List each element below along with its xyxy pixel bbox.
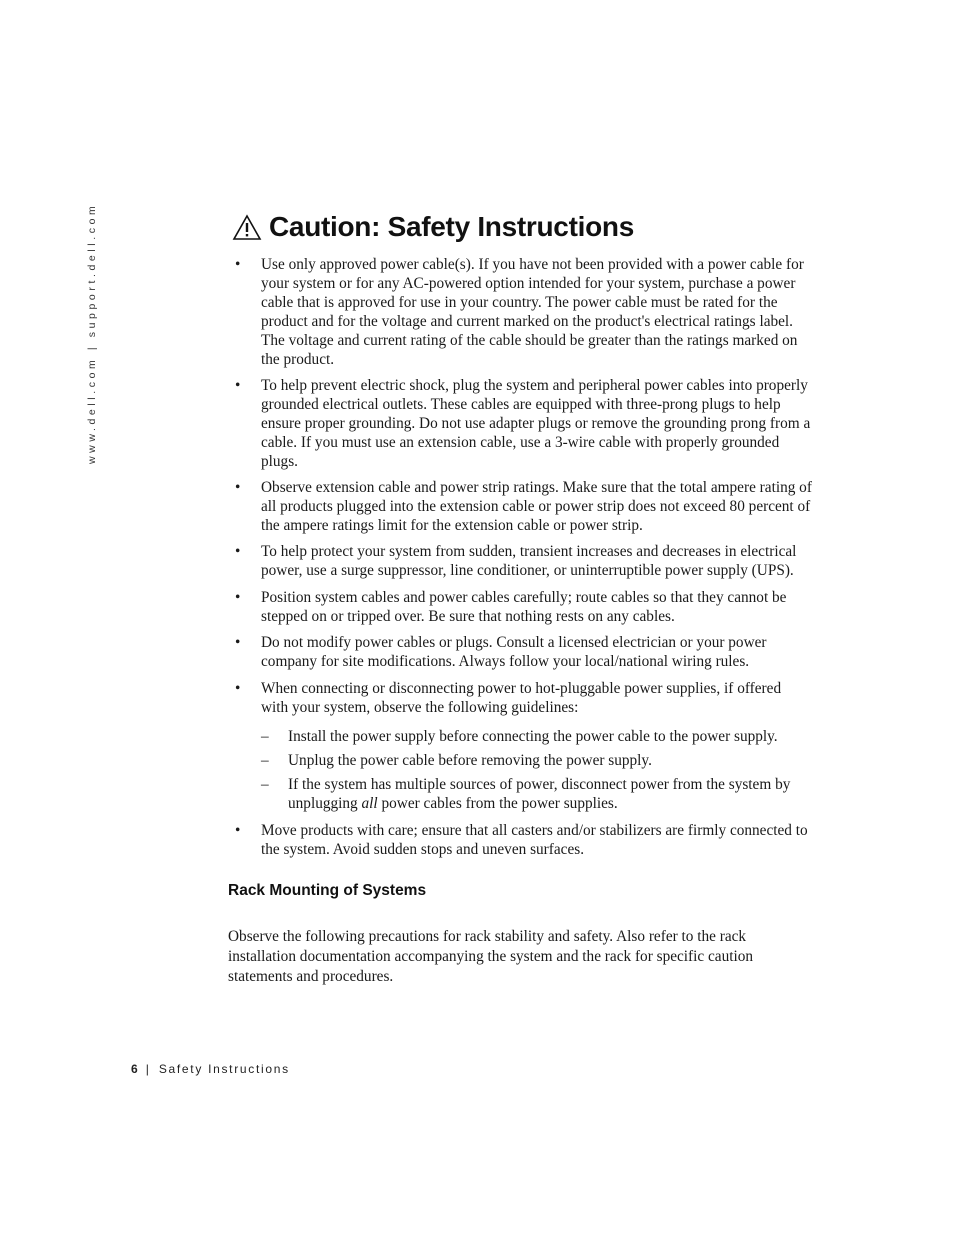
- page-footer: [131, 1062, 290, 1076]
- warning-triangle-icon: [232, 214, 262, 241]
- bullet-item: [232, 543, 812, 581]
- bullet-marker: •: [235, 256, 241, 273]
- sub-item-text-after: power cables from the power supplies.: [377, 795, 618, 813]
- bullet-marker: •: [235, 588, 241, 606]
- bullet-text: To help protect your system from sudden, transient increases and decreases in electrical power, use a surge suppressor, line conditioner, or uninterruptible power supply (UPS).: [261, 543, 797, 580]
- bullet-text: Do not modify power cables or plugs. Consult a licensed electrician or your power company for site modifications. Always follow your local/national wiring rules.: [261, 634, 767, 671]
- sub-item: [261, 728, 812, 747]
- bullet-item: [232, 479, 812, 536]
- bullet-text: Position system cables and power cables carefully; route cables so that they cannot be stepped on or tripped over. Be sure that nothing rests on any cables.: [261, 588, 787, 625]
- sub-item-text-before: If the system has multiple sources of power, disconnect power from the system by unplugging: [288, 776, 791, 813]
- page-number: 6: [131, 1062, 138, 1076]
- sub-item-text: Unplug the power cable before removing the power supply.: [288, 751, 652, 769]
- section-heading: Rack Mounting of Systems: [228, 882, 427, 899]
- caution-bullet-list: [232, 256, 812, 867]
- bullet-marker: •: [235, 821, 241, 839]
- bullet-text: Use only approved power cable(s). If you have not been provided with a power cable for your system or for any AC-powered option intended for your system, purchase a power cable that is approved for use in your country. The power cable must be rated for the product and for the voltage and current marked on the product's electrical ratings label. The voltage and current rating of the cable should be greater than the ratings marked on the product.: [261, 256, 804, 368]
- bullet-text: Observe extension cable and power strip ratings. Make sure that the total ampere rating of all products plugged into the extension cable or power strip does not exceed 80 percent of the ampere ratings limit for the extension cable or power strip.: [261, 479, 812, 534]
- footer-section-title: Safety Instructions: [158, 1062, 290, 1076]
- bullet-text: Move products with care; ensure that all casters and/or stabilizers are firmly connected to the system. Avoid sudden stops and uneven surfaces.: [261, 821, 808, 858]
- bullet-marker: •: [235, 634, 241, 652]
- bullet-marker: •: [235, 377, 241, 395]
- sub-item: [261, 752, 812, 771]
- sub-item: [261, 776, 812, 814]
- dash-marker: –: [261, 776, 269, 794]
- emphasis-all: all: [361, 795, 378, 813]
- bullet-marker: •: [235, 543, 241, 561]
- dash-marker: –: [261, 727, 269, 745]
- section-paragraph: Observe the following precautions for rack stability and safety. Also refer to the rack installation documentation accompanying the system and the rack for specific caution statements and procedures.: [228, 928, 754, 985]
- dash-marker: –: [261, 751, 269, 769]
- bullet-text: To help prevent electric shock, plug the system and peripheral power cables into properly grounded electrical outlets. These cables are equipped with three-prong plugs to help ensure proper grounding. Do not use adapter plugs or remove the grounding prong from a cable. If you must use an extension cable, use a 3-wire cable with properly grounded plugs.: [261, 377, 811, 470]
- sub-item-text: Install the power supply before connecting the power cable to the power supply.: [288, 727, 778, 745]
- bullet-item: [232, 256, 812, 369]
- page-title-text: Caution: Safety Instructions: [269, 211, 634, 242]
- bullet-text: When connecting or disconnecting power to hot-pluggable power supplies, if offered with your system, observe the following guidelines:: [261, 679, 782, 716]
- bullet-item: [232, 680, 812, 814]
- sidebar-website-url: www.dell.com | support.dell.com: [86, 202, 98, 464]
- page-title: [232, 211, 634, 243]
- bullet-marker: •: [235, 479, 241, 497]
- footer-separator: |: [145, 1062, 149, 1076]
- guideline-sublist: [261, 728, 812, 815]
- bullet-item: [232, 377, 812, 472]
- bullet-item: [232, 822, 812, 860]
- bullet-marker: •: [235, 679, 241, 697]
- bullet-item: [232, 634, 812, 672]
- bullet-item: [232, 589, 812, 627]
